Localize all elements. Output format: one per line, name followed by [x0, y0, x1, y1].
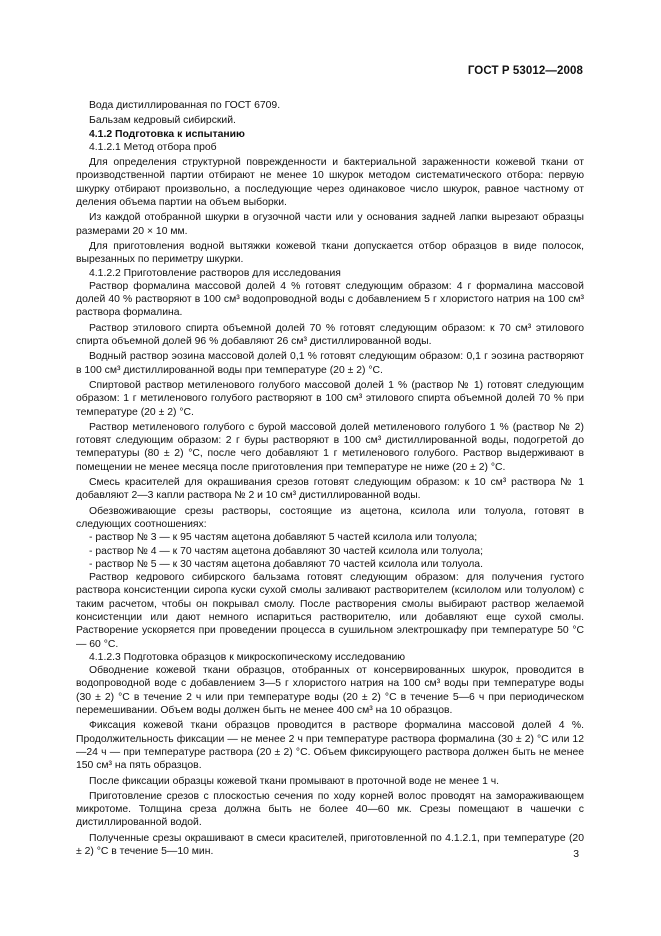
paragraph: Бальзам кедровый сибирский. [89, 115, 236, 127]
paragraph: Смесь красителей для окрашивания срезов готовят следующим образом: к 10 см³ раствора № 1 добавляют 2—3 капли раствора № 2 и 10 см³ дистиллированной воды. [76, 477, 584, 502]
paragraph: Фиксация кожевой ткани образцов проводится в растворе формалина массовой долей 4 %. Продолжительность фиксации — не менее 2 ч при температуре раствора формалина (30 ± 2) °С или 12—24 ч — при температуре раствора (20 ± 2) °С. Объем фиксирующего раствора должен быть не менее 150 см³ на пять образцов. [76, 720, 584, 772]
subsection-heading: 4.1.2.2 Приготовление растворов для исследования [89, 267, 341, 279]
paragraph: Раствор этилового спирта объемной долей 70 % готовят следующим образом: к 70 см³ этилового спирта объемной долей 96 % добавляют 26 см³ дистиллированной воды. [76, 322, 584, 348]
paragraph: Приготовление срезов с плоскостью сечения по ходу корней волос проводят на замораживающем микротоме. Толщина среза должна быть не более 40—60 мк. Срезы помещают в чашечки с дистиллированной водой. [76, 790, 584, 829]
list-item: - раствор № 3 — к 95 частям ацетона добавляют 5 частей ксилола или толуола; [89, 532, 478, 544]
subsection-heading: 4.1.2.3 Подготовка образцов к микроскопическому исследованию [89, 651, 406, 663]
paragraph: Раствор метиленового голубого с бурой массовой долей метиленового голубого 1 % (раствор № 2) готовят следующим образом: 2 г буры растворяют в 100 см³ дистиллированной воды, подогретой до температуры (80 ± 2) °С, после чего добавляют 1 г метиленового голубого. Раствор выдерживают в помещении не менее месяца после приготовления при температуре не ниже (20 ± 2) °С. [76, 421, 584, 473]
paragraph: Обводнение кожевой ткани образцов, отобранных от консервированных шкурок, проводится в водопроводной воде с добавлением 3—5 г хлористого натрия на 100 см³ воды при температуре воды (30 ± 2) °С в течение 2 ч или при температуре воды (20 ± 2) °С в течение 5—6 ч при периодическом перемешивании. Объем воды должен быть не менее 400 см³ на 10 образцов. [76, 665, 584, 717]
paragraph: Полученные срезы окрашивают в смеси красителей, приготовленной по 4.1.2.1, при температуре (20 ± 2) °С в течение 5—10 мин. [76, 832, 584, 858]
paragraph: Водный раствор эозина массовой долей 0,1 % готовят следующим образом: 0,1 г эозина растворяют в 100 см³ дистиллированной воды при температуре (20 ± 2) °С. [76, 351, 584, 376]
paragraph: Раствор формалина массовой долей 4 % готовят следующим образом: 4 г формалина массовой долей 40 % растворяют в 100 см³ водопроводной воды с добавлением 5 г хлористого натрия на 100 см³ раствора формалина. [76, 280, 584, 319]
subsection-heading: 4.1.2.1 Метод отбора проб [89, 141, 217, 153]
paragraph: После фиксации образцы кожевой ткани промывают в проточной воде не менее 1 ч. [89, 775, 500, 787]
document-body [76, 99, 584, 858]
paragraph: Спиртовой раствор метиленового голубого массовой долей 1 % (раствор № 1) готовят следующим образом: 1 г метиленового голубого растворяют в 100 см³ этилового спирта объемной долей 70 % при температуре (20 ± 2) °С. [76, 379, 584, 418]
list-item: - раствор № 4 — к 70 частям ацетона добавляют 30 частей ксилола или толуола; [89, 545, 483, 557]
paragraph: Вода дистиллированная по ГОСТ 6709. [89, 100, 281, 111]
paragraph: Для приготовления водной вытяжки кожевой ткани допускается отбор образцов в виде полосок, вырезанных по периметру шкурки. [76, 240, 584, 266]
page-number: 3 [573, 849, 579, 860]
paragraph: Раствор кедрового сибирского бальзама готовят следующим образом: для получения густого раствора консистенции сиропа куски сухой смолы заливают растворителем (ксилолом или толуолом) с таким расчетом, чтобы он покрывал смолу. После растворения смолы выбирают раствор желаемой консистенции или дают немного испариться растворителю, или добавляют еще сухой смолы. Растворение ускоряется при проведении процесса в сушильном электрошкафу при температуре 50 °С — 60 °С. [76, 572, 584, 650]
document-number: ГОСТ Р 53012—2008 [467, 65, 583, 77]
paragraph: Для определения структурной поврежденности и бактериальной зараженности кожевой ткани от производственной партии отбирают не менее 10 шкурок методом систематического отбора: первую шкурку отбирают произвольно, а последующие через одинаковое число шкурок, равное частному от деления объема партии на объем выборки. [76, 157, 584, 209]
paragraph: Обезвоживающие срезы растворы, состоящие из ацетона, ксилола или толуола, готовят в следующих соотношениях: [76, 505, 584, 530]
list-item: - раствор № 5 — к 30 частям ацетона добавляют 70 частей ксилола или толуола. [89, 558, 483, 570]
paragraph: Из каждой отобранной шкурки в огузочной части или у основания задней лапки вырезают образцы размерами 20 × 10 мм. [76, 212, 584, 237]
section-heading: 4.1.2 Подготовка к испытанию [89, 128, 245, 140]
